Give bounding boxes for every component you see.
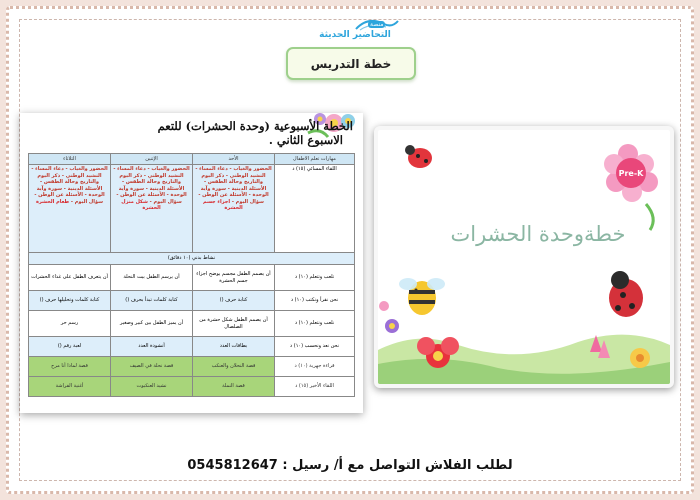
row-cell: أن يصمم الطفل شكل حشرة من الصلصال [193, 311, 275, 337]
ladybug-icon [405, 145, 432, 168]
header-sunday: الأحد [193, 154, 275, 165]
weekly-plan-table [28, 153, 355, 397]
row-cell: أن يتعرف الطفل على غذاء الحشرات [29, 265, 111, 291]
row-cell: قصة النملة [193, 377, 275, 397]
row-cell: أغنية الفراشة [29, 377, 111, 397]
contact-footer: لطلب الفلاش التواصل مع أ/ رسيل : 0545812647 [187, 458, 513, 473]
row-cell: أنشودة العدد [111, 337, 193, 357]
skill-cell: اللقاء المسائي (١٥) د [275, 165, 355, 253]
day-cell-topic: طعام الحشرة [35, 198, 70, 205]
row-cell: قصة نحلة في الصيف [111, 357, 193, 377]
skill-cell: اللقاء الأخير (١٥) د [275, 377, 355, 397]
skill-cell: تلعب وتتعلم (١٠) د [275, 265, 355, 291]
header-monday: الإثنين [111, 154, 193, 165]
day-cell-text: الحضور والغياب - دعاء المساء - النشيد الوطني - ذكر اليوم والتاريخ وحالة الطقس - الأسئلة الدينية - سورة وآية الوحدة - الأسئلة عن الوطن - سؤال اليوم - [195, 166, 272, 205]
purple-flower-icon [379, 301, 399, 333]
skill-cell: نحن نعد ونحسب (١٠) د [275, 337, 355, 357]
table-row [29, 337, 355, 357]
table-header-row [29, 154, 355, 165]
ladybug-large-icon [609, 271, 643, 317]
header-skills: مهارات تعلم الاطفال [275, 154, 355, 165]
slide-title: خطةوحدة الحشرات [450, 222, 626, 246]
teaching-plan-button[interactable]: خطة التدريس [286, 47, 416, 80]
brand-logo [310, 18, 400, 44]
row-cell: كتابة حرف () [193, 291, 275, 311]
table-row [29, 357, 355, 377]
day-cell-text: الحضور والغياب - دعاء المساء - النشيد الوطني - ذكر اليوم والتاريخ وحالة الطقس - الأسئلة الدينية - سورة وآية الوحدة - الأسئلة عن الوطن - سؤال اليوم - [113, 166, 190, 205]
pre-k-flower-icon [604, 144, 658, 230]
row-cell: قصة لماذا أنا مرح [29, 357, 111, 377]
pre-k-badge: Pre-K [618, 169, 644, 178]
row-cell: كتابة كلمات تبدأ بحرف () [111, 291, 193, 311]
table-row-activity [29, 253, 355, 265]
table-row [29, 291, 355, 311]
document-title-line2: الاسبوع الثاني . [268, 133, 343, 147]
logo-badge: منصة [370, 21, 384, 28]
table-row-circle [29, 165, 355, 253]
table-row [29, 311, 355, 337]
row-cell: أن يرسم الطفل بيت النحلة [111, 265, 193, 291]
skill-cell: نحن نقرأ ونكتب (١٠) د [275, 291, 355, 311]
row-cell: أن يميز الطفل بين كبير وصغير [111, 311, 193, 337]
row-cell: نشيد العنكبوت [111, 377, 193, 397]
row-cell: أن يصمم الطفل مجسم يوضح اجزاء جسم الحشرة [193, 265, 275, 291]
slide-artwork [378, 130, 670, 384]
row-cell: رسم حر [29, 311, 111, 337]
day-cell [29, 165, 111, 253]
day-cell-topic: شكل منزل الحشرة [121, 198, 161, 211]
skill-cell: نلعب ونتعلم (١٠) د [275, 311, 355, 337]
yellow-flower-icon [630, 348, 650, 368]
logo-text: التحاضير الحديثة [319, 30, 391, 40]
row-cell: بطاقات العدد [193, 337, 275, 357]
row-cell: قصة النحلان والعنكب [193, 357, 275, 377]
day-cell [111, 165, 193, 253]
day-cell [193, 165, 275, 253]
skill-cell: قراءة جهرية (١٠) د [275, 357, 355, 377]
unit-cover-slide[interactable] [374, 126, 674, 388]
weekly-plan-document [20, 113, 363, 413]
bee-icon [399, 278, 445, 315]
activity-bar: نشاط بدني (١٠ دقائق) [29, 253, 355, 265]
document-title-line1: الخطة الأسبوعية (وحدة الحشرات) للتعم [157, 119, 353, 133]
day-cell-text: الحضور والغياب - دعاء المساء - النشيد الوطني - ذكر اليوم والتاريخ وحالة الطقس - الأسئلة الدينية - سورة وآية الوحدة - الأسئلة عن الوطن - سؤال اليوم - [31, 166, 108, 205]
header-tuesday: الثلاثاء [29, 154, 111, 165]
day-cell-topic: اجزاء جسم الحشرة [203, 198, 243, 211]
table-row [29, 265, 355, 291]
table-row [29, 377, 355, 397]
document-title [53, 119, 353, 147]
row-cell: لعبة رقم () [29, 337, 111, 357]
row-cell: كتابة كلمات وتحليلها حرف () [29, 291, 111, 311]
